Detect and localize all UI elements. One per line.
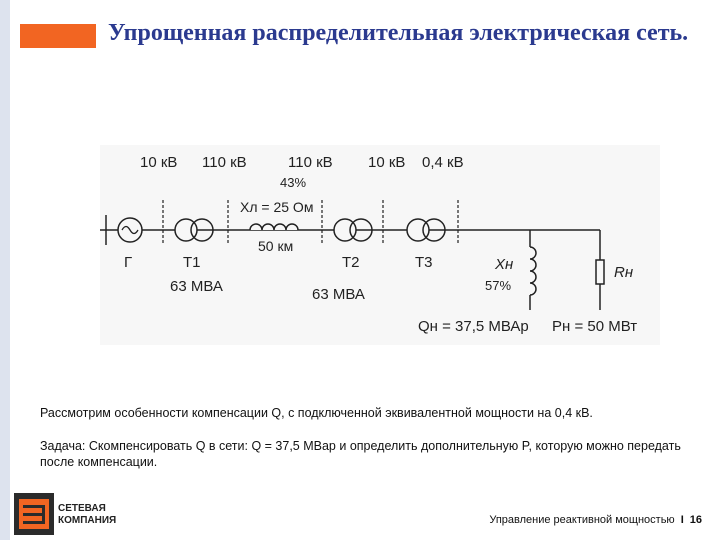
voltage-label-110kv-1: 110 кВ	[202, 154, 247, 171]
page-title: Упрощенная распределительная электрическая сеть.	[108, 20, 689, 46]
body-paragraph-1: Рассмотрим особенности компенсации Q, с подключенной эквивалентной мощности на 0,4 кВ.	[40, 406, 593, 420]
q-load-label: Qн = 37,5 МВАр	[418, 318, 529, 335]
left-decor-bar	[0, 0, 10, 540]
voltage-label-04kv: 0,4 кВ	[422, 154, 464, 171]
logo-line-2: КОМПАНИЯ	[58, 515, 117, 526]
body-paragraph-2: Задача: Скомпенсировать Q в сети: Q = 37,5 МВар и определить дополнительную P, которую можно передать после компенсации.	[40, 439, 681, 469]
t1-rating: 63 МВА	[170, 278, 223, 295]
line-length-label: 50 км	[258, 238, 294, 254]
line-inductor	[250, 224, 298, 230]
p-load-label: Pн = 50 МВт	[552, 318, 638, 335]
company-logo	[14, 493, 130, 537]
voltage-label-10kv-1: 10 кВ	[140, 154, 178, 171]
logo-text	[58, 503, 116, 527]
generator-label: Г	[124, 254, 133, 271]
footer-separator: I	[680, 514, 684, 526]
t1-label: Т1	[183, 254, 201, 271]
t2-label: Т2	[342, 254, 360, 271]
rn-label: Rн	[614, 264, 634, 281]
line-percent-label: 43%	[280, 175, 307, 190]
xn-percent: 57%	[485, 278, 512, 293]
network-diagram-svg	[100, 145, 660, 345]
t3-label: Т3	[415, 254, 433, 271]
t2-rating: 63 МВА	[312, 286, 365, 303]
page-number: 16	[689, 514, 702, 526]
footer-slide-info	[489, 514, 702, 526]
xn-inductor	[530, 247, 536, 295]
title-accent-bar	[20, 24, 96, 48]
rn-resistor	[596, 260, 604, 284]
network-diagram	[100, 145, 660, 345]
xn-label: Xн	[495, 256, 514, 273]
voltage-label-10kv-2: 10 кВ	[368, 154, 406, 171]
voltage-label-110kv-2: 110 кВ	[288, 154, 333, 171]
footer-slide-title: Управление реактивной мощностью	[489, 514, 675, 526]
logo-line-1: СЕТЕВАЯ	[58, 503, 106, 514]
logo-mark-icon	[14, 493, 54, 535]
line-reactance-label: Xл = 25 Ом	[240, 199, 314, 215]
